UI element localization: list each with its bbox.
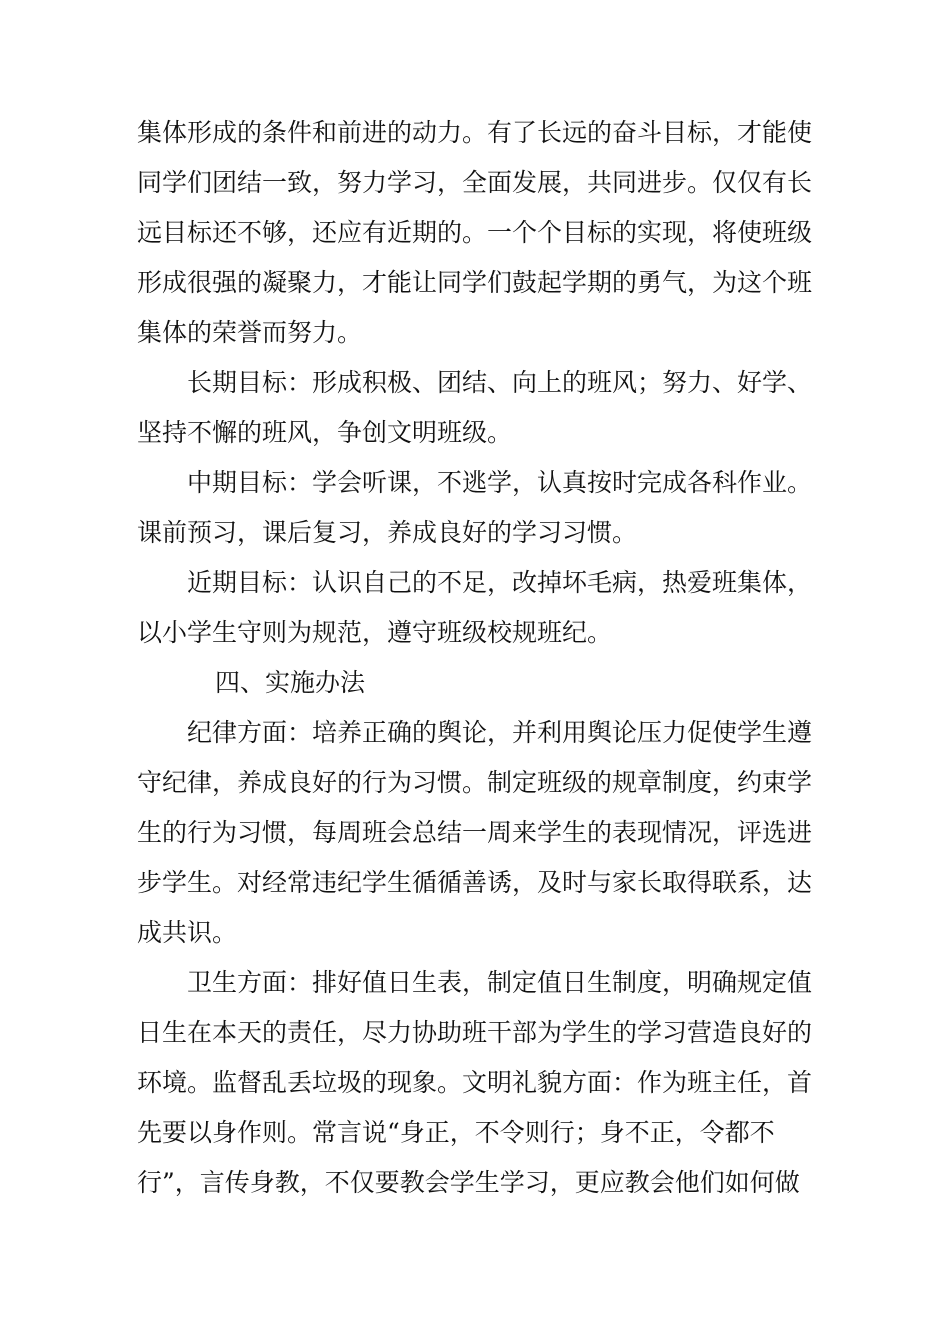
body-line: 步学生。对经常违纪学生循循善诱，及时与家长取得联系，达 xyxy=(137,868,813,897)
mid-term-goal-line: 中期目标：学会听课，不逃学，认真按时完成各科作业。 xyxy=(187,468,813,497)
document-body xyxy=(137,108,827,1208)
body-line: 集体形成的条件和前进的动力。有了长远的奋斗目标，才能使 xyxy=(137,118,813,147)
body-line: 日生在本天的责任，尽力协助班干部为学生的学习营造良好的 xyxy=(137,1018,813,1047)
long-term-goal-line: 长期目标：形成积极、团结、向上的班风；努力、好学、 xyxy=(187,368,813,397)
body-line: 守纪律，养成良好的行为习惯。制定班级的规章制度，约束学 xyxy=(137,768,813,797)
body-line: 行”，言传身教，不仅要教会学生学习，更应教会他们如何做 xyxy=(137,1168,800,1197)
body-line: 环境。监督乱丢垃圾的现象。文明礼貌方面：作为班主任，首 xyxy=(137,1068,813,1097)
body-line: 成共识。 xyxy=(137,918,238,947)
body-line: 形成很强的凝聚力，才能让同学们鼓起学期的勇气，为这个班 xyxy=(137,268,813,297)
body-line: 远目标还不够，还应有近期的。一个个目标的实现，将使班级 xyxy=(137,218,813,247)
body-line: 课前预习，课后复习，养成良好的学习习惯。 xyxy=(137,518,638,547)
body-line: 同学们团结一致，努力学习，全面发展，共同进步。仅仅有长 xyxy=(137,168,813,197)
discipline-paragraph-line: 纪律方面：培养正确的舆论，并利用舆论压力促使学生遵 xyxy=(187,718,813,747)
hygiene-paragraph-line: 卫生方面：排好值日生表，制定值日生制度，明确规定值 xyxy=(187,968,813,997)
body-line: 集体的荣誉而努力。 xyxy=(137,318,363,347)
body-line: 先要以身作则。常言说“身正，不令则行；身不正，令都不 xyxy=(137,1118,775,1147)
body-line: 以小学生守则为规范，遵守班级校规班纪。 xyxy=(137,618,613,647)
body-line: 坚持不懈的班风，争创文明班级。 xyxy=(137,418,513,447)
body-line: 生的行为习惯，每周班会总结一周来学生的表现情况，评选进 xyxy=(137,818,813,847)
short-term-goal-line: 近期目标：认识自己的不足，改掉坏毛病，热爱班集体， xyxy=(187,568,813,597)
section-heading: 四、实施办法 xyxy=(215,668,366,697)
